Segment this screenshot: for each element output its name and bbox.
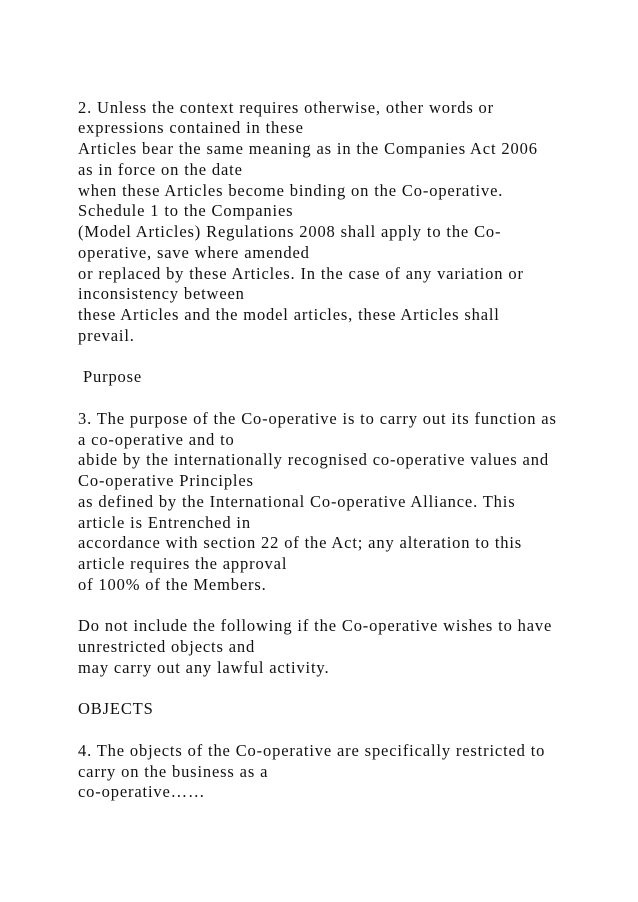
text-line: 4. The objects of the Co-operative are specifically restricted to xyxy=(78,741,546,760)
text-line: of 100% of the Members. xyxy=(78,575,267,594)
section-heading: OBJECTS xyxy=(78,699,154,718)
text-line: as defined by the International Co-operative Alliance. This xyxy=(78,492,516,511)
text-line: Do not include the following if the Co-operative wishes to have xyxy=(78,616,553,635)
text-line: (Model Articles) Regulations 2008 shall apply to the Co- xyxy=(78,222,502,241)
text-line: these Articles and the model articles, these Articles shall xyxy=(78,305,500,324)
text-line: 3. The purpose of the Co-operative is to carry out its function as xyxy=(78,409,557,428)
text-line: 2. Unless the context requires otherwise, other words or xyxy=(78,98,495,117)
text-line: Schedule 1 to the Companies xyxy=(78,201,294,220)
text-line: operative, save where amended xyxy=(78,243,310,262)
text-line: as in force on the date xyxy=(78,160,243,179)
text-line: accordance with section 22 of the Act; any alteration to this xyxy=(78,533,523,552)
text-line: prevail. xyxy=(78,326,135,345)
text-line: a co-operative and to xyxy=(78,430,235,449)
text-line: or replaced by these Articles. In the case of any variation or xyxy=(78,264,524,283)
text-line: article is Entrenched in xyxy=(78,513,251,532)
text-line: may carry out any lawful activity. xyxy=(78,658,330,677)
text-line: Co-operative Principles xyxy=(78,471,254,490)
text-line: article requires the approval xyxy=(78,554,288,573)
text-line: carry on the business as a xyxy=(78,762,269,781)
text-line: expressions contained in these xyxy=(78,118,304,137)
text-line: unrestricted objects and xyxy=(78,637,256,656)
text-line: Articles bear the same meaning as in the Companies Act 2006 xyxy=(78,139,538,158)
text-line: abide by the internationally recognised co-operative values and xyxy=(78,450,549,469)
text-line: inconsistency between xyxy=(78,284,245,303)
text-line: when these Articles become binding on the Co-operative. xyxy=(78,181,504,200)
section-heading: Purpose xyxy=(78,367,143,386)
text-line: co-operative…… xyxy=(78,782,206,801)
